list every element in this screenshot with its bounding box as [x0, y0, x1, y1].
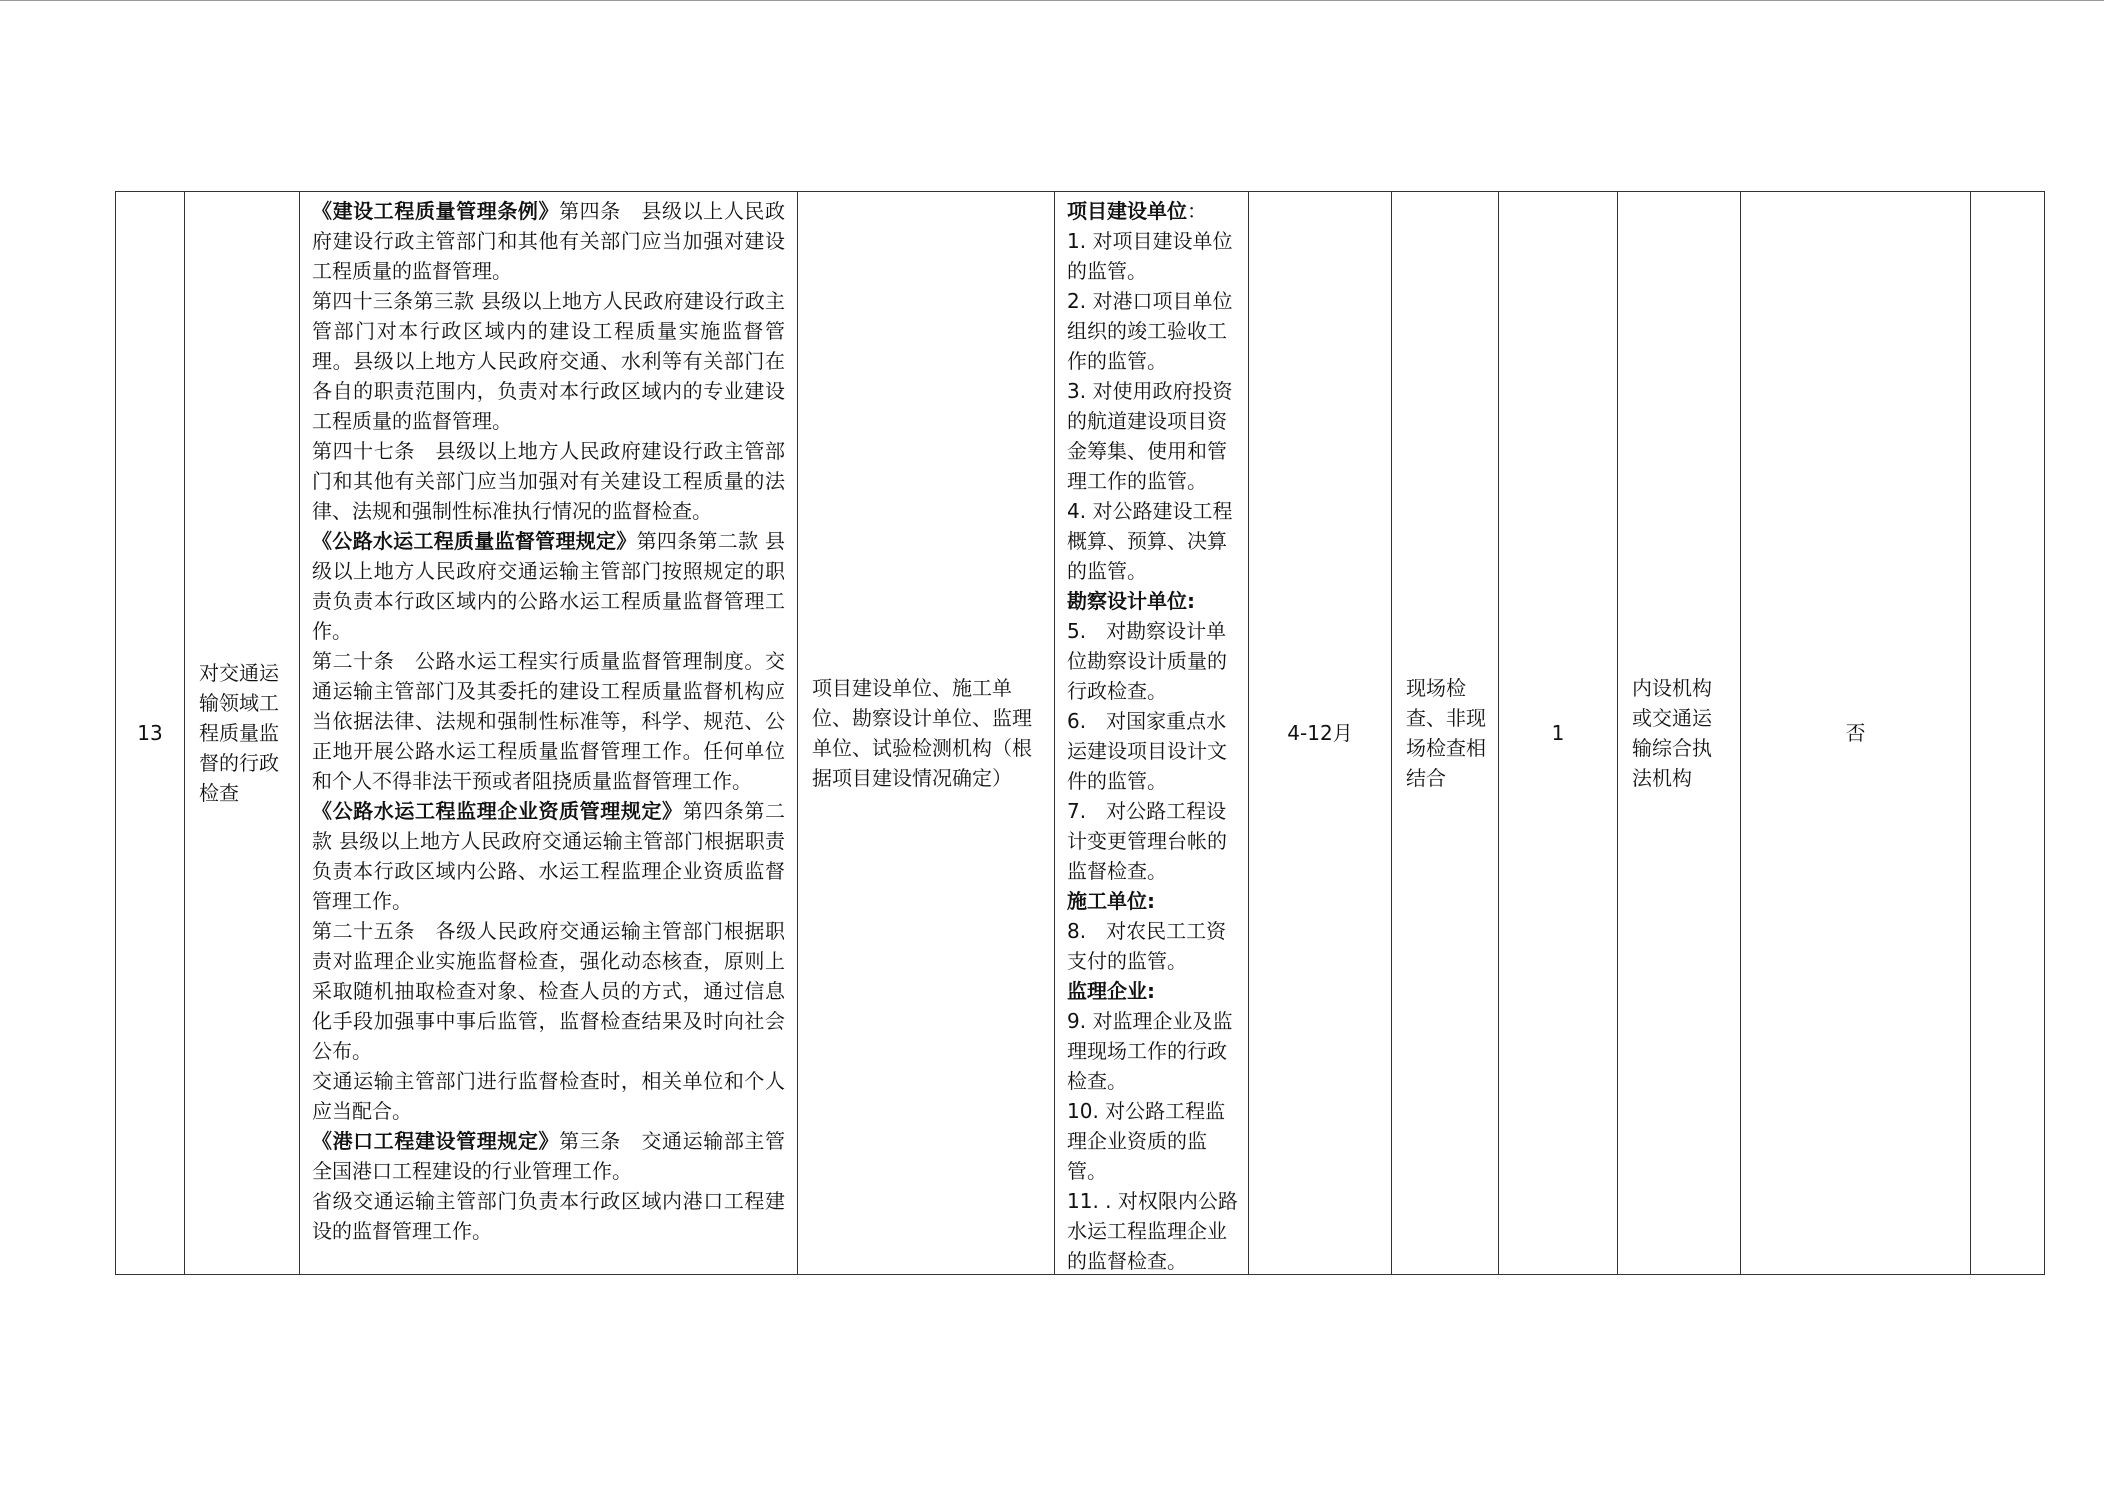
page-top-rule [0, 0, 2104, 1]
content-paragraph [1067, 706, 1238, 796]
content-text: 11. . 对权限内公路水运工程监理企业的监督检查。 [1067, 1189, 1238, 1273]
remark-cell [1971, 192, 2045, 1275]
joint-inspection-cell [1741, 192, 1971, 1275]
basis-heading: 《建设工程质量管理条例》 [312, 199, 560, 223]
basis-heading: 《港口工程建设管理规定》 [312, 1129, 560, 1153]
content-paragraph [1067, 226, 1238, 286]
basis-text: 第四条 县级以上人民政府建设行政主管部门和其他有关部门应当加强对建设工程质量的监督管理。 [312, 199, 785, 283]
inspection-method-cell [1392, 192, 1499, 1275]
basis-heading: 《公路水运工程监理企业资质管理规定》 [312, 799, 683, 823]
inspection-method: 现场检查、非现场检查相结合 [1406, 676, 1486, 790]
legal-basis-text [312, 196, 785, 1274]
inspection-table [115, 191, 2045, 1275]
content-paragraph [1067, 496, 1238, 586]
basis-text: 第四十七条 县级以上地方人民政府建设行政主管部门和其他有关部门应当加强对有关建设工程质量的法律、法规和强制性标准执行情况的监督检查。 [312, 439, 785, 523]
content-paragraph [1067, 976, 1238, 1006]
basis-text: 第四十三条第三款 县级以上地方人民政府建设行政主管部门对本行政区域内的建设工程质量实施监督管理。县级以上地方人民政府交通、水利等有关部门在各自的职责范围内，负责对本行政区域内的专业建设工程质量的监督管理。 [312, 289, 785, 433]
content-text: 10. 对公路工程监理企业资质的监管。 [1067, 1099, 1226, 1183]
joint-inspection: 否 [1845, 721, 1866, 745]
content-text: 7. 对公路工程设计变更管理台帐的监督检查。 [1067, 799, 1227, 883]
basis-text: 省级交通运输主管部门负责本行政区域内港口工程建设的监督管理工作。 [312, 1189, 785, 1243]
content-paragraph [1067, 616, 1238, 706]
basis-text: 第四条第二款 县级以上地方人民政府交通运输主管部门根据职责负责本行政区域内公路、水运工程监理企业资质监督管理工作。 [312, 799, 785, 913]
executor-cell [1618, 192, 1741, 1275]
basis-paragraph [312, 1066, 785, 1126]
content-heading: 施工单位: [1067, 889, 1155, 913]
content-paragraph [1067, 286, 1238, 376]
content-text: 3. 对使用政府投资的航道建设项目资金筹集、使用和管理工作的监管。 [1067, 379, 1233, 493]
table-row [116, 192, 2045, 1275]
inspection-count-cell [1499, 192, 1618, 1275]
inspection-count: 1 [1551, 721, 1565, 745]
basis-paragraph [312, 526, 785, 646]
content-paragraph [1067, 916, 1238, 976]
content-text: 2. 对港口项目单位组织的竣工验收工作的监管。 [1067, 289, 1233, 373]
content-paragraph [1067, 1186, 1238, 1274]
basis-paragraph [312, 1126, 785, 1186]
basis-paragraph [312, 436, 785, 526]
item-name-cell [185, 192, 300, 1275]
inspection-objects-cell [798, 192, 1055, 1275]
basis-paragraph [312, 646, 785, 796]
content-text: ： [1187, 199, 1207, 223]
content-paragraph [1067, 1096, 1238, 1186]
content-text: 4. 对公路建设工程概算、预算、决算的监管。 [1067, 499, 1233, 583]
basis-paragraph [312, 916, 785, 1066]
basis-text: 第二十五条 各级人民政府交通运输主管部门根据职责对监理企业实施监督检查，强化动态核查，原则上采取随机抽取检查对象、检查人员的方式，通过信息化手段加强事中事后监管，监督检查结果及时向社会公布。 [312, 919, 785, 1063]
content-text: 6. 对国家重点水运建设项目设计文件的监管。 [1067, 709, 1227, 793]
basis-text: 第三条 交通运输部主管全国港口工程建设的行业管理工作。 [312, 1129, 785, 1183]
inspection-content-cell [1055, 192, 1249, 1275]
basis-paragraph [312, 286, 785, 436]
time-range-cell [1249, 192, 1392, 1275]
content-paragraph [1067, 886, 1238, 916]
executor: 内设机构或交通运输综合执法机构 [1632, 676, 1712, 790]
time-range: 4-12月 [1287, 721, 1353, 745]
basis-text: 交通运输主管部门进行监督检查时，相关单位和个人应当配合。 [312, 1069, 785, 1123]
basis-paragraph [312, 196, 785, 286]
content-paragraph [1067, 586, 1238, 616]
content-heading: 项目建设单位 [1067, 199, 1187, 223]
inspection-objects: 项目建设单位、施工单位、勘察设计单位、监理单位、试验检测机构（根据项目建设情况确定） [812, 676, 1032, 790]
basis-paragraph [312, 796, 785, 916]
basis-text: 第二十条 公路水运工程实行质量监督管理制度。交通运输主管部门及其委托的建设工程质量监督机构应当依据法律、法规和强制性标准等，科学、规范、公正地开展公路水运工程质量监督管理工作。任何单位和个人不得非法干预或者阻挠质量监督管理工作。 [312, 649, 785, 793]
basis-paragraph [312, 1186, 785, 1246]
content-heading: 监理企业: [1067, 979, 1155, 1003]
content-paragraph [1067, 1006, 1238, 1096]
content-paragraph [1067, 796, 1238, 886]
content-heading: 勘察设计单位: [1067, 589, 1195, 613]
basis-heading: 《公路水运工程质量监督管理规定》 [312, 529, 637, 553]
legal-basis-cell [300, 192, 798, 1275]
content-paragraph [1067, 196, 1238, 226]
content-text: 9. 对监理企业及监理现场工作的行政检查。 [1067, 1009, 1233, 1093]
basis-text: 第四条第二款 县级以上地方人民政府交通运输主管部门按照规定的职责负责本行政区域内的公路水运工程质量监督管理工作。 [312, 529, 785, 643]
item-name: 对交通运输领域工程质量监督的行政检查 [199, 661, 279, 805]
inspection-content-text [1067, 196, 1238, 1274]
row-number-cell [116, 192, 185, 1275]
content-text: 5. 对勘察设计单位勘察设计质量的行政检查。 [1067, 619, 1227, 703]
content-text: 8. 对农民工工资支付的监管。 [1067, 919, 1227, 973]
row-number: 13 [137, 721, 163, 745]
content-text: 1. 对项目建设单位的监管。 [1067, 229, 1233, 283]
content-paragraph [1067, 376, 1238, 496]
